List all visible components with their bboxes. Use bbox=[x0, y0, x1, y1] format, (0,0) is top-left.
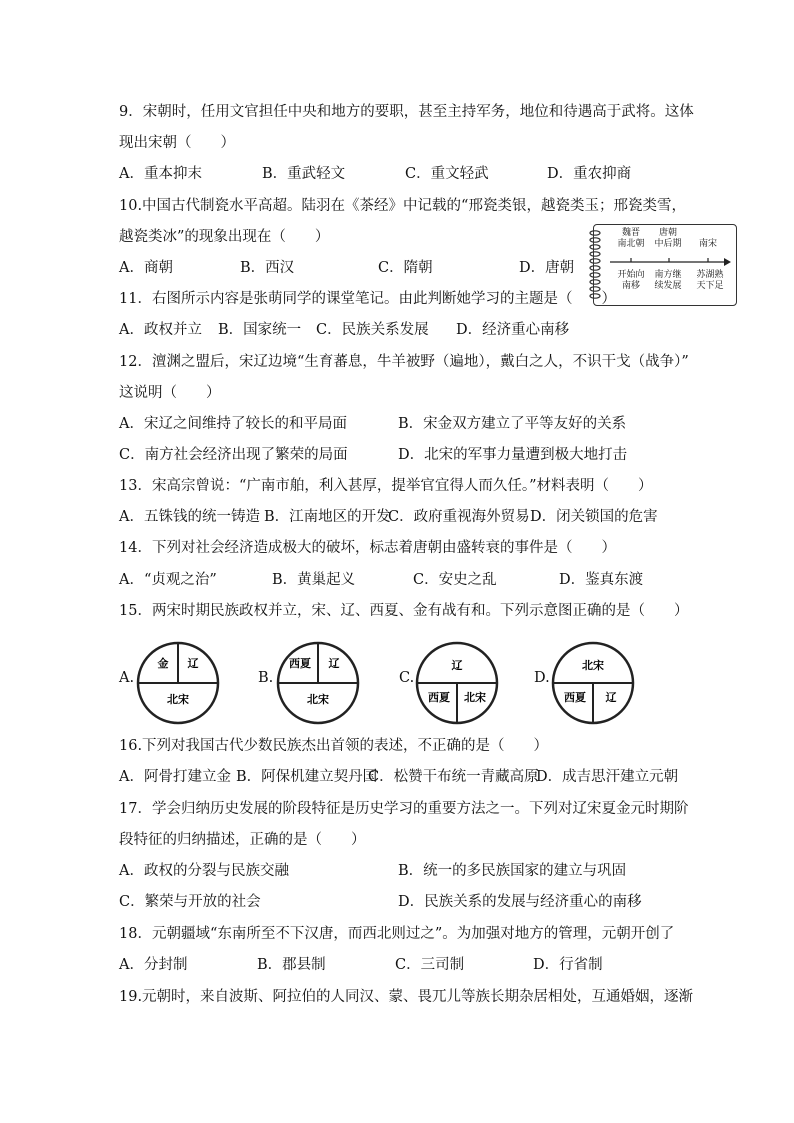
q12-option-a: A．宋辽之间维持了较长的和平局面 bbox=[119, 416, 347, 432]
q11-option-d: D．经济重心南移 bbox=[456, 322, 570, 338]
q16-option-d: D．成吉思汗建立元朝 bbox=[536, 769, 679, 785]
q13-option-a: A．五铢钱的统一铸造 bbox=[119, 509, 260, 525]
q18-option-b: B．郡县制 bbox=[257, 957, 326, 973]
q10-option-c: C．隋朝 bbox=[378, 260, 433, 276]
q14-stem: 14．下列对社会经济造成极大的破坏，标志着唐朝由盛转衰的事件是（ ） bbox=[119, 540, 616, 556]
q14-option-c: C．安史之乱 bbox=[413, 572, 497, 588]
q18-option-c: C．三司制 bbox=[395, 957, 465, 973]
q15-stem: 15．两宋时期民族政权并立，宋、辽、西夏、金有战有和。下列示意图正确的是（ ） bbox=[119, 603, 689, 619]
q16-option-a: A．阿骨打建立金 bbox=[119, 769, 231, 785]
q17-option-d: D．民族关系的发展与经济重心的南移 bbox=[398, 894, 642, 910]
circle-c-region-bottom-right: 北宋 bbox=[464, 691, 486, 704]
q15-letter-c: C. bbox=[399, 670, 415, 686]
q15-diagram-b bbox=[276, 641, 360, 729]
circle-b-region-bottom: 北宋 bbox=[307, 693, 329, 706]
circle-c-region-top: 辽 bbox=[451, 659, 463, 672]
q9-stem-line1: 9．宋朝时，任用文官担任中央和地方的要职，甚至主持军务，地位和待遇高于武将。这体 bbox=[119, 104, 694, 120]
q16-stem: 16.下列对我国古代少数民族杰出首领的表述，不正确的是（ ） bbox=[119, 738, 549, 754]
q9-stem-line2: 现出宋朝（ ） bbox=[119, 135, 235, 151]
q12-stem-line2: 这说明（ ） bbox=[119, 385, 221, 401]
q13-option-d: D．闭关锁国的危害 bbox=[530, 509, 658, 525]
timeline-label-top-3: 南宋 bbox=[698, 239, 717, 249]
q9-option-a: A．重本抑末 bbox=[119, 166, 202, 182]
q17-option-b: B．统一的多民族国家的建立与巩固 bbox=[398, 863, 627, 879]
q17-stem-line1: 17．学会归纳历史发展的阶段特征是历史学习的重要方法之一。下列对辽宋夏金元时期阶 bbox=[119, 801, 689, 817]
q12-option-b: B．宋金双方建立了平等友好的关系 bbox=[398, 416, 627, 432]
q15-letter-a: A. bbox=[119, 670, 135, 686]
timeline-label-top-2: 唐朝 中后期 bbox=[654, 228, 682, 249]
circle-a-region-top-left: 金 bbox=[157, 657, 169, 670]
circle-a-region-bottom: 北宋 bbox=[167, 693, 189, 706]
q10-stem-line1: 10.中国古代制瓷水平高超。陆羽在《茶经》中记载的“邢瓷类银，越瓷类玉；邢瓷类雪， bbox=[119, 198, 686, 214]
q10-stem-line2: 越瓷类冰”的现象出现在（ ） bbox=[119, 229, 330, 245]
q15-diagram-a bbox=[136, 641, 220, 729]
q14-option-b: B．黄巢起义 bbox=[272, 572, 356, 588]
q17-stem-line2: 段特征的归纳描述，正确的是（ ） bbox=[119, 832, 366, 848]
q15-letter-b: B. bbox=[258, 670, 274, 686]
q14-option-d: D．鉴真东渡 bbox=[559, 572, 644, 588]
timeline-label-top-1: 魏晋 南北朝 bbox=[617, 228, 645, 249]
q14-option-a: A．“贞观之治” bbox=[119, 572, 217, 588]
q9-option-c: C．重文轻武 bbox=[405, 166, 489, 182]
circle-d-region-bottom-left: 西夏 bbox=[564, 691, 586, 704]
circle-c-region-bottom-left: 西夏 bbox=[428, 691, 450, 704]
q10-option-d: D．唐朝 bbox=[519, 260, 575, 276]
q13-option-c: C．政府重视海外贸易 bbox=[388, 509, 530, 525]
q12-option-c: C．南方社会经济出现了繁荣的局面 bbox=[119, 447, 348, 463]
circle-b-region-top-left: 西夏 bbox=[289, 657, 311, 670]
q12-stem-line1: 12．澶渊之盟后，宋辽边境“生育蕃息，牛羊被野（遍地），戴白之人，不识干戈（战争）” bbox=[119, 354, 689, 370]
q10-option-b: B．西汉 bbox=[240, 260, 295, 276]
q11-option-c: C．民族关系发展 bbox=[316, 322, 429, 338]
circle-d-region-bottom-right: 辽 bbox=[605, 691, 617, 704]
q9-option-d: D．重农抑商 bbox=[547, 166, 632, 182]
q13-stem: 13．宋高宗曾说：“广南市舶，利入甚厚，提举官宜得人而久任。”材料表明（ ） bbox=[119, 478, 653, 494]
q11-stem: 11．右图所示内容是张萌同学的课堂笔记。由此判断她学习的主题是（ ） bbox=[119, 291, 616, 307]
timeline-label-bottom-1: 开始向 南移 bbox=[617, 270, 645, 291]
q15-letter-d: D. bbox=[534, 670, 550, 686]
timeline-arrow bbox=[608, 256, 732, 268]
q17-option-c: C．繁荣与开放的社会 bbox=[119, 894, 261, 910]
q11-option-a: A．政权并立 bbox=[119, 322, 202, 338]
q18-option-a: A．分封制 bbox=[119, 957, 188, 973]
q18-stem: 18．元朝疆域“东南所至不下汉唐，而西北则过之”。为加强对地方的管理，元朝开创了 bbox=[119, 926, 675, 942]
q19-stem: 19.元朝时，来自波斯、阿拉伯的人同汉、蒙、畏兀儿等族长期杂居相处，互通婚姻，逐渐 bbox=[119, 989, 694, 1005]
circle-b-region-top-right: 辽 bbox=[328, 657, 340, 670]
q10-option-a: A．商朝 bbox=[119, 260, 173, 276]
q15-diagram-c bbox=[415, 641, 499, 729]
q16-option-b: B．阿保机建立契丹国 bbox=[236, 769, 378, 785]
q18-option-d: D．行省制 bbox=[533, 957, 603, 973]
circle-a-region-top-right: 辽 bbox=[187, 657, 199, 670]
q11-option-b: B．国家统一 bbox=[218, 322, 302, 338]
q17-option-a: A．政权的分裂与民族交融 bbox=[119, 863, 289, 879]
timeline-label-bottom-3: 苏湖熟 天下足 bbox=[696, 270, 724, 291]
q13-option-b: B．江南地区的开发 bbox=[264, 509, 391, 525]
circle-d-region-top: 北宋 bbox=[582, 659, 604, 672]
q16-option-c: C．松赞干布统一青藏高原 bbox=[368, 769, 539, 785]
q9-option-b: B．重武轻文 bbox=[262, 166, 346, 182]
q15-diagram-d bbox=[551, 641, 635, 729]
timeline-label-bottom-2: 南方继 续发展 bbox=[654, 270, 682, 291]
q12-option-d: D．北宋的军事力量遭到极大地打击 bbox=[398, 447, 628, 463]
